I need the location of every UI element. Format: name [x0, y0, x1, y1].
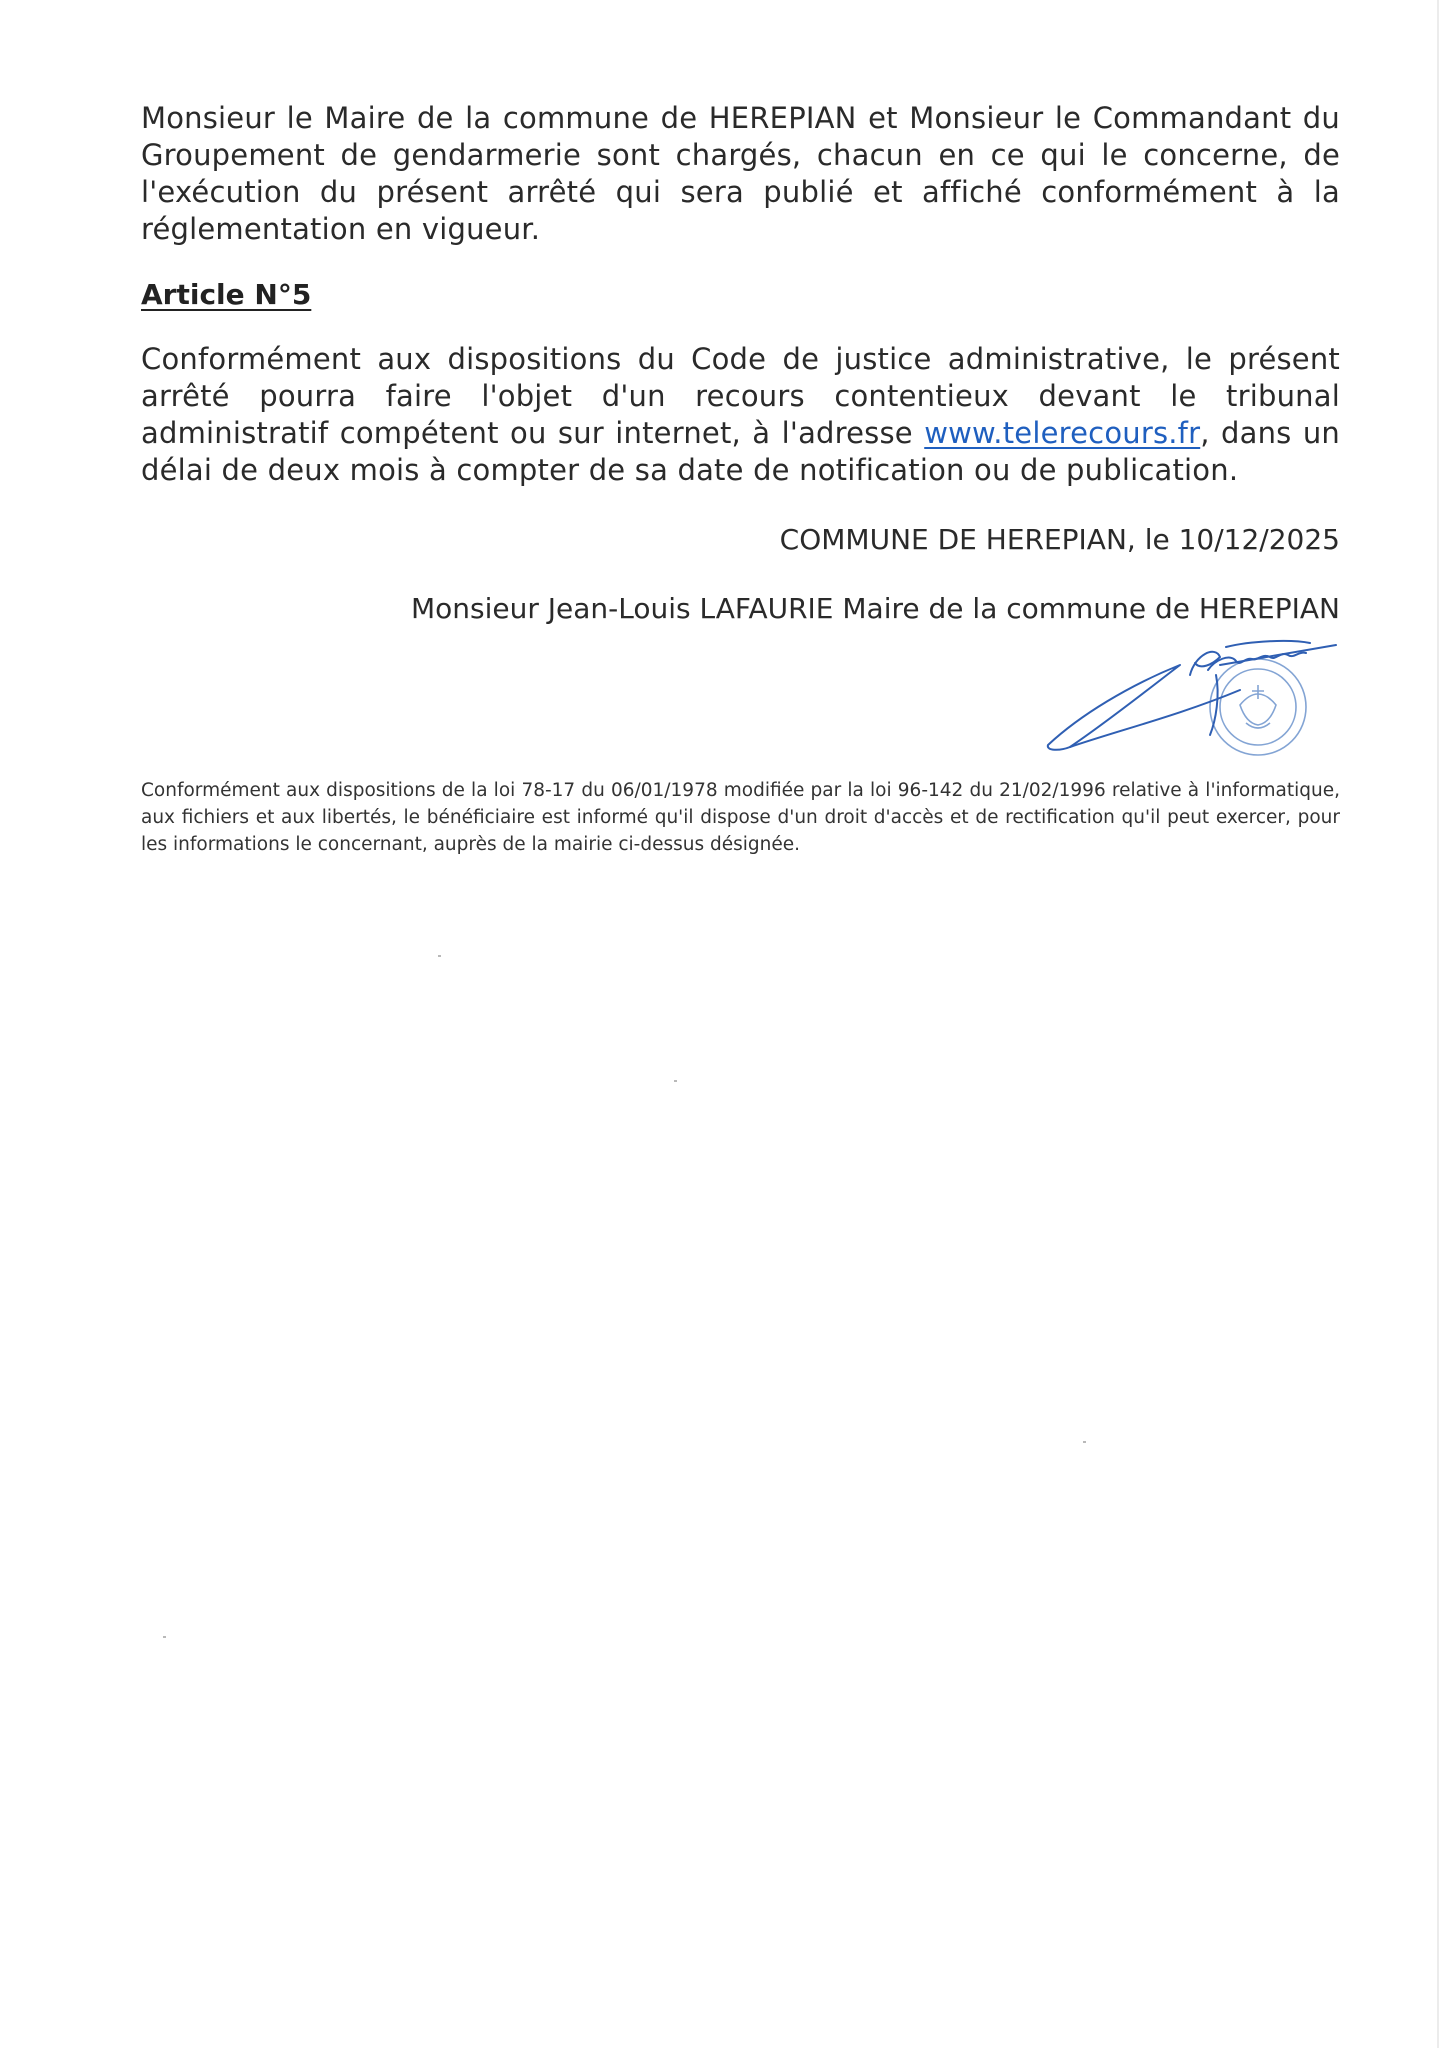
place-and-date: COMMUNE DE HEREPIAN, le 10/12/2025	[779, 523, 1340, 556]
mairie-stamp	[1210, 659, 1306, 755]
signatory-line: Monsieur Jean-Louis LAFAURIE Maire de la commune de HEREPIAN	[410, 592, 1340, 625]
footnote-privacy: Conformément aux dispositions de la loi 78-17 du 06/01/1978 modifiée par la loi 96-142 du 21/02/1996 relative à l'informatique, aux fichiers et aux libertés, le bénéficiaire est informé qu'il dispose d'un droit d'accès et de rectification qu'il peut exercer, pour les informations le concernant, auprès de la mairie ci-dessus désignée.	[141, 780, 1340, 855]
paragraph-recours	[141, 341, 1340, 489]
document-body	[141, 100, 1340, 877]
paragraph-execution: Monsieur le Maire de la commune de HEREPIAN et Monsieur le Commandant du Groupement de gendarmerie sont chargés, chacun en ce qui le concerne, de l'exécution du présent arrêté qui sera publié et affiché conformément à la réglementation en vigueur.	[141, 101, 1340, 246]
signature-and-stamp	[1040, 635, 1340, 765]
recours-text-start: Conformément aux dispositions du Code de justice administrative, le présent arrêté pourra faire l'objet d'un recours contentieux devant le tribunal administratif compétent ou sur internet, à l'adresse	[141, 342, 1340, 450]
recours-text-end: , dans un délai de deux mois à compter de sa date de notification ou de publication.	[141, 416, 1340, 487]
scan-speck	[1083, 1441, 1086, 1443]
scan-speck	[674, 1080, 677, 1082]
article-heading: Article N°5	[141, 278, 312, 311]
scan-speck	[163, 1636, 166, 1638]
signature-area	[141, 635, 1340, 765]
telerecours-link[interactable]: www.telerecours.fr	[924, 416, 1201, 450]
handwritten-signature	[1048, 641, 1336, 750]
scan-speck	[438, 955, 441, 957]
page-edge	[1437, 0, 1439, 2048]
